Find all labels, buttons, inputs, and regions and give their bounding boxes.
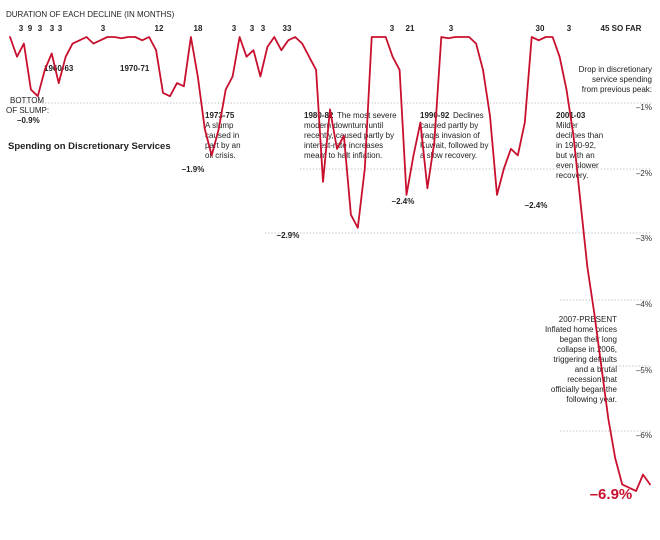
y-tick-3: –3%	[635, 234, 652, 243]
y-tick-2: –2%	[635, 169, 652, 178]
note-2007-line-4: triggering defaults	[553, 355, 617, 364]
axis-note-line-1: Drop in discretionary	[578, 65, 652, 74]
final-value-label: –6.9%	[589, 486, 633, 503]
duration-label: 3	[37, 24, 43, 33]
note-1990-92-line-1: Declines	[453, 111, 484, 120]
period-label-1990-92: 1990-92	[420, 111, 450, 120]
note-2001-03-line-6: recovery.	[556, 171, 589, 180]
duration-label: 3	[566, 24, 572, 33]
note-2001-03-line-3: in 1990-92,	[556, 141, 597, 150]
note-1973-75-line-1: A slump	[205, 121, 234, 130]
bottom-of-slump-value: –0.9%	[17, 116, 40, 125]
note-1973-75-line-3: part by an	[205, 141, 241, 150]
note-1973-75-line-4: oil crisis.	[205, 151, 236, 160]
duration-label: 18	[193, 24, 203, 33]
note-1980-82-line-2: modern downturn until	[304, 121, 384, 130]
note-1980-82-line-5: meant to halt inflation.	[304, 151, 383, 160]
duration-label: 33	[282, 24, 292, 33]
note-1973-75-line-2: caused in	[205, 131, 240, 140]
note-2001-03-line-4: but with an	[556, 151, 595, 160]
note-2007-line-6: recession that	[567, 375, 617, 384]
duration-label: 12	[154, 24, 164, 33]
note-2007-line-3: collapse in 2006,	[556, 345, 617, 354]
duration-label: 30	[535, 24, 545, 33]
note-2001-03-line-5: even slower	[556, 161, 599, 170]
note-1990-92-line-4: Kuwait, followed by	[420, 141, 489, 150]
period-label-2001-03: 2001-03	[556, 111, 586, 120]
trough-label-1973-75: –1.9%	[181, 165, 205, 174]
trough-label-2001-03: –2.4%	[524, 201, 548, 210]
duration-label: 3	[260, 24, 266, 33]
note-2007-line-2: began their long	[559, 335, 617, 344]
duration-label: 3	[389, 24, 395, 33]
note-1980-82-line-3: recently, caused partly by	[304, 131, 395, 140]
duration-label: 3	[231, 24, 237, 33]
note-1990-92-line-2: caused partly by	[420, 121, 479, 130]
note-2007-line-7: officially began the	[550, 385, 617, 394]
note-1980-82-line-4: interest-rate increases	[304, 141, 384, 150]
note-1980-82-line-1: The most severe	[337, 111, 397, 120]
trough-label-1990-92: –2.4%	[391, 197, 415, 206]
chart-title: Spending on Discretionary Services	[8, 141, 171, 152]
y-tick-6: –6%	[635, 431, 652, 440]
y-tick-1: –1%	[635, 103, 652, 112]
period-label-1973-75: 1973-75	[205, 111, 235, 120]
period-label-1960-63: 1960-63	[44, 64, 74, 73]
trough-label-1980-82: –2.9%	[276, 231, 300, 240]
note-2007-line-5: and a brutal	[574, 365, 617, 374]
duration-label: 3	[249, 24, 255, 33]
bottom-of-slump-line-1: BOTTOM	[10, 96, 45, 105]
note-1990-92-line-5: a slow recovery.	[420, 151, 478, 160]
duration-header: DURATION OF EACH DECLINE (IN MONTHS)	[6, 10, 175, 19]
duration-label: 45 SO FAR	[600, 24, 642, 33]
duration-label: 3	[57, 24, 63, 33]
duration-label: 3	[100, 24, 106, 33]
note-1990-92-line-3: Iraq's invasion of	[420, 131, 480, 140]
note-2007-line-8: following year.	[566, 395, 617, 404]
duration-label: 3	[49, 24, 55, 33]
y-tick-5: –5%	[635, 366, 652, 375]
period-label-2007-present: 2007-PRESENT	[558, 315, 617, 324]
note-2001-03-line-1: Milder	[556, 121, 578, 130]
period-label-1980-82: 1980-82	[304, 111, 334, 120]
note-2001-03-line-2: declines than	[556, 131, 604, 140]
series-line	[10, 37, 650, 491]
duration-labels	[19, 24, 642, 33]
note-2007-line-1: Inflated home prices	[544, 325, 617, 334]
axis-note-line-3: from previous peak:	[581, 85, 652, 94]
y-tick-4: –4%	[635, 300, 652, 309]
duration-label: 3	[448, 24, 454, 33]
duration-label: 3	[18, 24, 24, 33]
duration-label: 9	[27, 24, 33, 33]
period-label-1970-71: 1970-71	[120, 64, 150, 73]
bottom-of-slump-line-2: OF SLUMP:	[6, 106, 50, 115]
axis-note-line-2: service spending	[591, 75, 652, 84]
duration-label: 21	[405, 24, 415, 33]
